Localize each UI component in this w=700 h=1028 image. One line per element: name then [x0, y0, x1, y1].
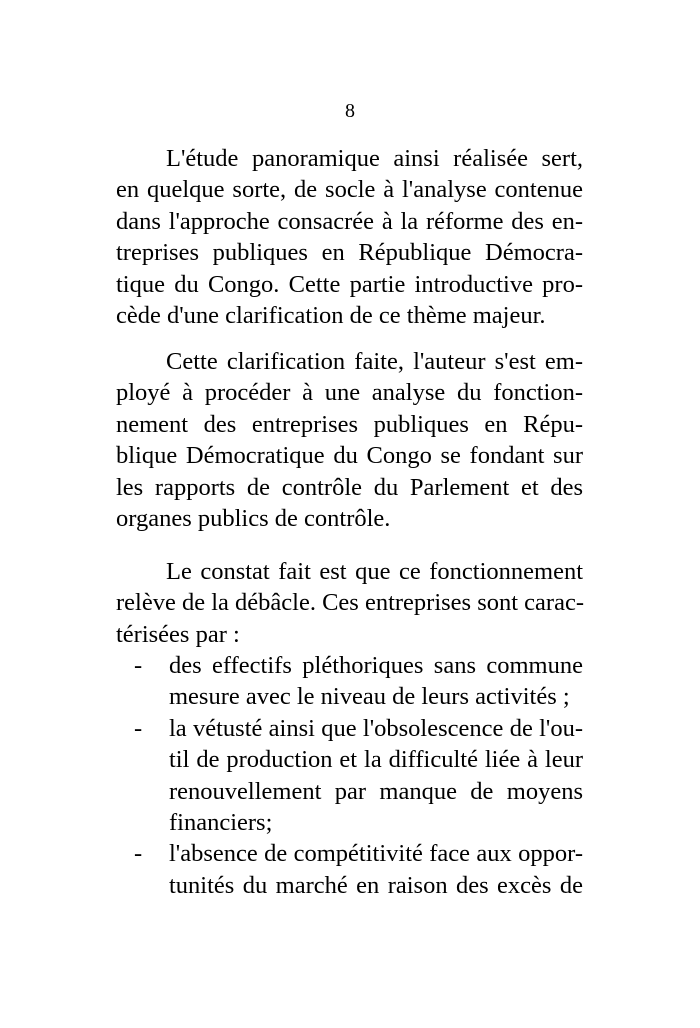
text-line: des effectifs pléthoriques sans commune [169, 652, 583, 679]
text-line: renouvellement par manque de moyens [169, 777, 583, 805]
text-line: dans l'approche consacrée à la réforme des en- [116, 207, 583, 235]
text-line: tique du Congo. Cette partie introductive pro- [116, 270, 583, 298]
list-item [116, 650, 583, 713]
text-line: en quelque sorte, de socle à l'analyse contenue [116, 176, 583, 204]
text-line: til de production et la difficulté liée à leur [169, 746, 583, 774]
text-line: Le constat fait est que ce fonctionnement [166, 558, 583, 585]
text-line: cède d'une clarification de ce thème majeur. [116, 301, 546, 329]
dash-bullet: - [134, 714, 143, 742]
dash-bullet: - [134, 652, 143, 679]
text-line: l'absence de compétitivité face aux oppor- [169, 840, 583, 868]
characteristics-list [116, 650, 583, 901]
list-item [116, 838, 583, 901]
text-line: tunités du marché en raison des excès de [169, 871, 583, 899]
list-item [116, 713, 583, 839]
paragraph-intro [116, 143, 583, 331]
dash-bullet: - [134, 840, 143, 868]
text-line: la vétusté ainsi que l'obsolescence de l'ou- [169, 714, 583, 742]
text-line: nement des entreprises publiques en Répu- [116, 410, 583, 438]
text-line: relève de la débâcle. Ces entreprises sont carac- [116, 589, 584, 617]
text-line: financiers; [169, 808, 273, 836]
text-line: les rapports de contrôle du Parlement et des [116, 473, 583, 501]
text-line: organes publics de contrôle. [116, 504, 391, 532]
text-line: Cette clarification faite, l'auteur s'est em- [166, 348, 583, 375]
page-number: 8 [345, 100, 355, 122]
text-line: ployé à procéder à une analyse du fonction- [116, 379, 583, 407]
text-line: L'étude panoramique ainsi réalisée sert, [166, 145, 583, 172]
text-line: mesure avec le niveau de leurs activités ; [169, 683, 570, 711]
text-line: blique Démocratique du Congo se fondant sur [116, 442, 583, 470]
text-line: treprises publiques en République Démocra- [116, 239, 583, 267]
text-line: térisées par : [116, 620, 240, 648]
paragraph-constat [116, 556, 583, 650]
paragraph-clarification [116, 346, 583, 534]
